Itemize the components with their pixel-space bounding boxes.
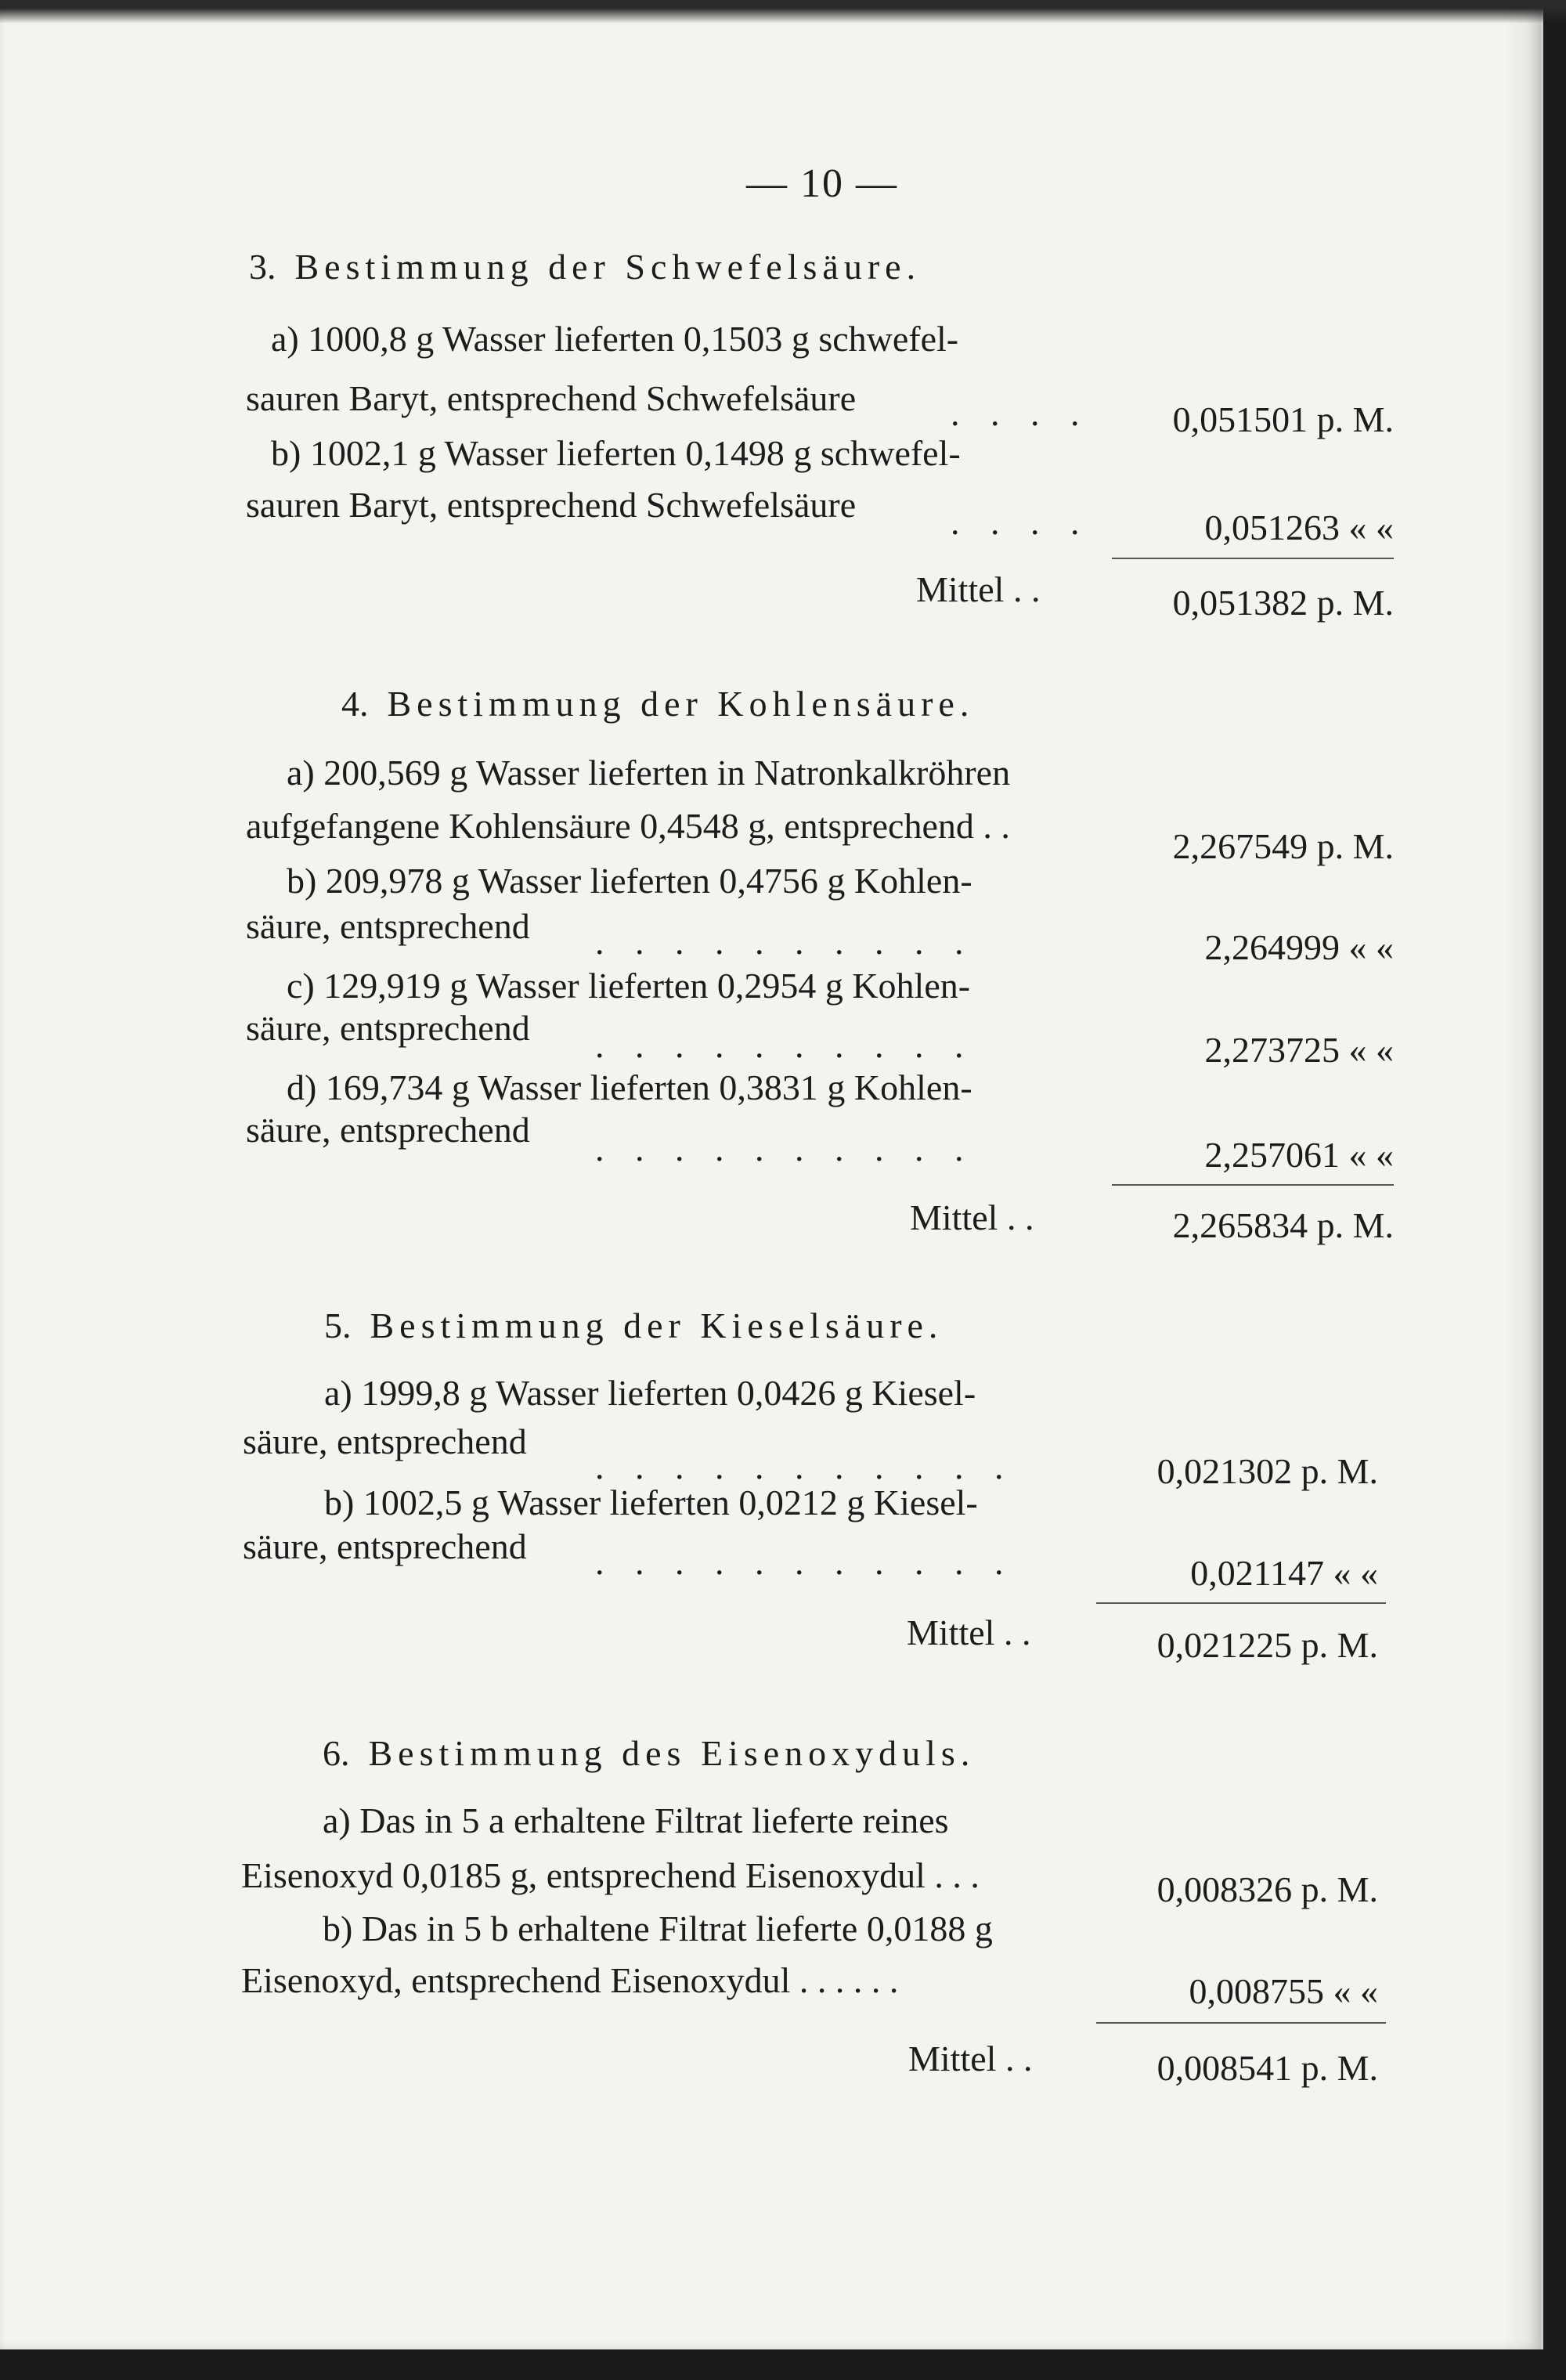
- section-title: Bestimmung der Kieselsäure.: [370, 1306, 944, 1345]
- mean-value: 0,051382 p. M.: [1172, 583, 1394, 623]
- sum-rule: [1096, 2022, 1386, 2024]
- section-4-item-d-line-1: d) 169,734 g Wasser lieferten 0,3831 g Kohlen-: [287, 1067, 972, 1107]
- section-5-item-a-line-2: säure, entsprechend: [243, 1421, 527, 1461]
- sum-rule: [1096, 1602, 1386, 1604]
- section-4-heading: [341, 686, 974, 722]
- result-value: 0,051501 p. M.: [1172, 399, 1394, 439]
- section-3-item-a-line-1: a) 1000,8 g Wasser lieferten 0,1503 g schwefel-: [271, 319, 959, 359]
- mean-label: Mittel . .: [910, 1197, 1034, 1237]
- section-6-item-a-line-1: a) Das in 5 a erhaltene Filtrat lieferte reines: [323, 1800, 949, 1840]
- section-4-item-c-line-1: c) 129,919 g Wasser lieferten 0,2954 g Kohlen-: [287, 966, 971, 1006]
- section-4-item-b-line-1: b) 209,978 g Wasser lieferten 0,4756 g Kohlen-: [287, 861, 972, 901]
- sum-rule: [1112, 558, 1394, 559]
- section-6-item-b-line-1: b) Das in 5 b erhaltene Filtrat lieferte 0,0188 g: [323, 1909, 993, 1948]
- section-3-item-b-line-2: sauren Baryt, entsprechend Schwefelsäure: [246, 485, 857, 525]
- mean-value: 0,008541 p. M.: [1156, 2048, 1378, 2088]
- section-title: Bestimmung der Kohlensäure.: [387, 684, 975, 724]
- mean-value: 0,021225 p. M.: [1156, 1625, 1378, 1665]
- section-5-item-b-line-1: b) 1002,5 g Wasser lieferten 0,0212 g Kiesel-: [324, 1483, 978, 1522]
- result-value: 0,008755 « «: [1189, 1971, 1378, 2011]
- result-value: 0,008326 p. M.: [1156, 1869, 1378, 1909]
- section-4-item-d-line-2: säure, entsprechend: [246, 1110, 530, 1150]
- leader-dots: . . . . . . . . . .: [595, 922, 975, 962]
- section-5-item-b-line-2: säure, entsprechend: [243, 1526, 527, 1566]
- section-3-heading: [249, 249, 921, 285]
- section-5-heading: [324, 1308, 943, 1344]
- leader-dots: . . . .: [951, 393, 1091, 433]
- sum-rule: [1112, 1184, 1394, 1186]
- section-number: 4.: [341, 684, 369, 724]
- result-value: 2,273725 « «: [1204, 1030, 1394, 1070]
- result-value: 2,257061 « «: [1204, 1135, 1394, 1175]
- result-value: 0,021302 p. M.: [1156, 1451, 1378, 1491]
- mean-label: Mittel . .: [916, 569, 1041, 609]
- leader-dots: . . . . . . . . . . .: [595, 1446, 1015, 1486]
- section-4-item-a-line-2: aufgefangene Kohlensäure 0,4548 g, entsprechend . .: [246, 806, 1010, 846]
- section-number: 5.: [324, 1306, 352, 1345]
- section-number: 6.: [323, 1733, 350, 1773]
- section-4-item-b-line-2: säure, entsprechend: [246, 906, 530, 946]
- leader-dots: . . . . . . . . . .: [595, 1025, 975, 1065]
- section-6-heading: [323, 1735, 975, 1771]
- result-value: 2,264999 « «: [1204, 927, 1394, 967]
- leader-dots: . . . . . . . . . . .: [595, 1542, 1015, 1582]
- section-title: Bestimmung der Schwefelsäure.: [294, 247, 922, 287]
- mean-label: Mittel . .: [907, 1613, 1031, 1652]
- section-6-item-b-line-2: Eisenoxyd, entsprechend Eisenoxydul . . . . . .: [241, 1960, 899, 2000]
- page-edge-shadow: [1503, 0, 1541, 2349]
- section-number: 3.: [249, 247, 276, 287]
- section-6-item-a-line-2: Eisenoxyd 0,0185 g, entsprechend Eisenoxydul . . .: [241, 1855, 980, 1895]
- section-3-item-a-line-2: sauren Baryt, entsprechend Schwefelsäure: [246, 378, 857, 418]
- leader-dots: . . . . . . . . . .: [595, 1129, 975, 1168]
- page-number: — 10 —: [746, 161, 898, 206]
- result-value: 0,021147 « «: [1190, 1553, 1378, 1593]
- section-4-item-c-line-2: säure, entsprechend: [246, 1008, 530, 1048]
- mean-label: Mittel . .: [908, 2039, 1033, 2078]
- scan-top-shadow: [0, 0, 1566, 23]
- leader-dots: . . . .: [951, 502, 1091, 542]
- result-value: 2,267549 p. M.: [1172, 826, 1394, 866]
- result-value: 0,051263 « «: [1204, 507, 1394, 547]
- section-4-item-a-line-1: a) 200,569 g Wasser lieferten in Natronkalkröhren: [287, 753, 1011, 793]
- section-title: Bestimmung des Eisenoxyduls.: [368, 1733, 976, 1773]
- mean-value: 2,265834 p. M.: [1172, 1205, 1394, 1245]
- section-5-item-a-line-1: a) 1999,8 g Wasser lieferten 0,0426 g Kiesel-: [324, 1373, 976, 1413]
- section-3-item-b-line-1: b) 1002,1 g Wasser lieferten 0,1498 g schwefel-: [271, 433, 961, 473]
